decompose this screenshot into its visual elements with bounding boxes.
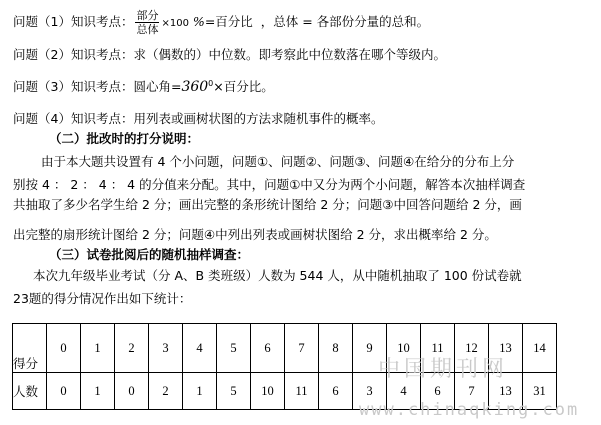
degree-superscript: 0	[208, 78, 214, 88]
question-3-line	[13, 77, 274, 95]
count-cell: 0	[115, 373, 149, 410]
score-cell: 6	[251, 324, 285, 373]
score-cell: 8	[319, 324, 353, 373]
count-cell: 13	[489, 373, 523, 410]
watermark-url: www.chinaqking.com	[359, 400, 580, 420]
equals-percentage: =百分比	[204, 14, 253, 29]
count-cell: 3	[353, 373, 387, 410]
question-4-line: 问题（4）知识考点：用列表或画树状图的方法求随机事件的概率。	[13, 111, 384, 126]
score-cell: 3	[149, 324, 183, 373]
score-cell: 1	[81, 324, 115, 373]
para2-line-2: 别按 4 ： 2 ： 4 ： 4 的分值来分配。其中，问题①中又分为两个小问题，解答本次抽样调查	[13, 177, 526, 192]
score-cell: 5	[217, 324, 251, 373]
score-row-label: 得分	[13, 324, 47, 373]
count-cell: 4	[387, 373, 421, 410]
question-2-line: 问题（2）知识考点：求（偶数的）中位数。即考察此中位数落在哪个等级内。	[13, 47, 446, 62]
score-cell: 14	[523, 324, 557, 373]
count-cell: 1	[183, 373, 217, 410]
percent-sign: %	[192, 14, 205, 29]
para3-line-1: 本次九年级毕业考试（分 A、B 类班级）人数为 544 人，从中随机抽取了 100 份试卷就	[33, 268, 522, 283]
section-3-heading: （三）试卷批阅后的随机抽样调查：	[49, 247, 250, 262]
score-cell: 2	[115, 324, 149, 373]
question-3-prefix: 问题（3）知识考点：圆心角=	[13, 79, 182, 94]
score-cell: 13	[489, 324, 523, 373]
count-cell: 11	[285, 373, 319, 410]
section-2-heading: （二）批改时的打分说明：	[49, 131, 200, 146]
score-cell: 9	[353, 324, 387, 373]
question-1-rest: ，总体 = 各部份分量的总和。	[260, 14, 430, 29]
count-cell: 2	[149, 373, 183, 410]
para3-line-2: 23题的得分情况作出如下统计：	[13, 291, 192, 306]
count-cell: 10	[251, 373, 285, 410]
question-1-prefix: 问题（1）知识考点：	[13, 14, 134, 29]
score-cell: 4	[183, 324, 217, 373]
question-1-line	[13, 9, 429, 36]
score-cell: 10	[387, 324, 421, 373]
degree-360: 360	[181, 79, 209, 95]
count-row-label: 人数	[13, 373, 47, 410]
times-100: ×100	[161, 18, 189, 29]
count-cell: 6	[319, 373, 353, 410]
score-cell: 0	[47, 324, 81, 373]
para2-line-1: 由于本大题共设置有 4 个小问题，问题①、问题②、问题③、问题④在给分的分布上分	[41, 154, 515, 169]
fraction	[135, 9, 159, 36]
count-cell: 7	[455, 373, 489, 410]
count-cell: 6	[421, 373, 455, 410]
count-cell: 0	[47, 373, 81, 410]
count-cell: 31	[523, 373, 557, 410]
question-3-rest: ×百分比。	[213, 79, 274, 94]
score-cell: 12	[455, 324, 489, 373]
score-cell: 11	[421, 324, 455, 373]
fraction-numerator: 部分	[136, 9, 159, 22]
para2-line-3: 共抽取了多少名学生给 2 分；画出完整的条形统计图给 2 分；问题③中回答问题给 2 分，画	[13, 197, 522, 212]
para2-line-4: 出完整的扇形统计图给 2 分；问题④中列出列表或画树状图给 2 分，求出概率给 2 分。	[13, 227, 497, 242]
watermark-chinese: 中国期刊网	[378, 357, 509, 382]
score-cell: 7	[285, 324, 319, 373]
fraction-denominator: 总体	[136, 23, 159, 36]
count-cell: 1	[81, 373, 115, 410]
count-cell: 5	[217, 373, 251, 410]
